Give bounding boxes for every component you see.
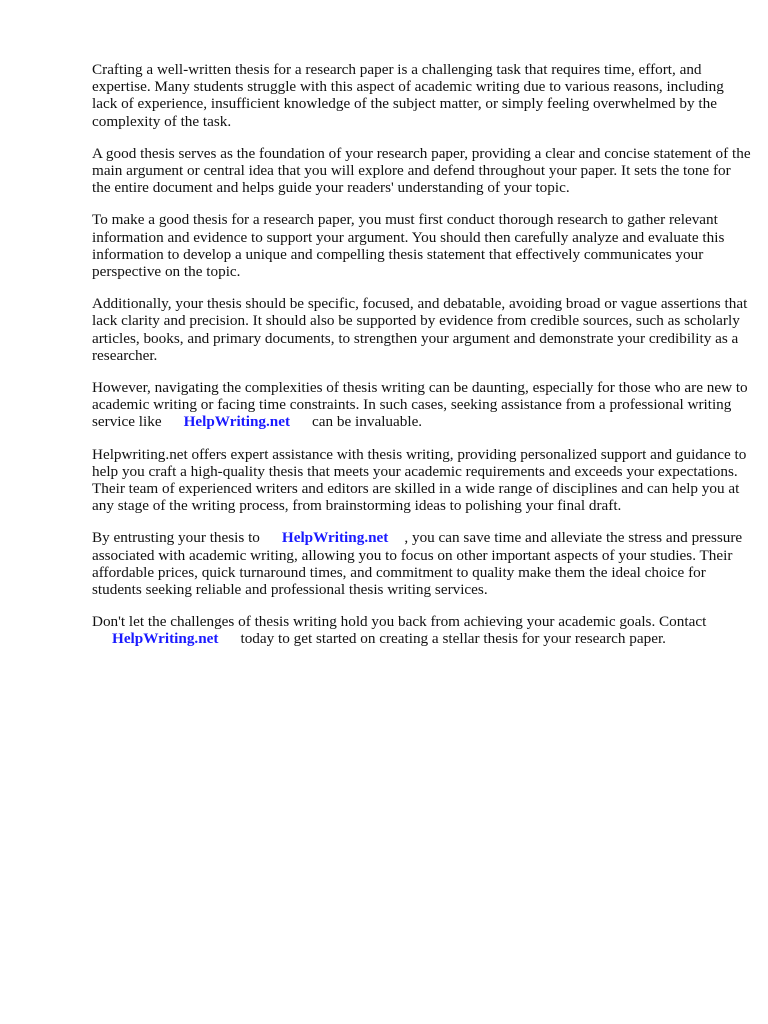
paragraph-contact-tail: today to get started on creating a stellar thesis for your research paper.	[240, 630, 666, 648]
helpwriting-link[interactable]: HelpWriting.net	[281, 529, 389, 547]
helpwriting-link[interactable]: HelpWriting.net	[112, 630, 219, 648]
paragraph-helpwriting-offers: Helpwriting.net offers expert assistance with thesis writing, providing personalized support and guidance to help you craft a high-quality thesis that meets your academic requirements and exceeds your expectations. Their team of experienced writers and editors are skilled in a wide range of disciplines and can help you at any stage of the writing process, from brainstorming ideas to polishing your final draft.	[92, 445, 747, 515]
paragraph-entrusting-tail: , you can save time and alleviate the stress and pressure associated with academic writing, allowing you to focus on other important aspects of your studies. Their affordable prices, quick turnaround times, and commitment to quality make them the ideal choice for students seeking reliable and professional thesis writing services.	[92, 529, 743, 599]
paragraph-good-thesis: A good thesis serves as the foundation of your research paper, providing a clear and concise statement of the main argument or central idea that you will explore and defend throughout your paper. It sets the tone for the entire document and helps guide your readers' understanding of your topic.	[92, 144, 751, 197]
paragraph-specific: Additionally, your thesis should be specific, focused, and debatable, avoiding broad or vague assertions that lack clarity and precision. It should also be supported by evidence from credible sources, such as scholarly articles, books, and primary documents, to strengthen your argument and demonstrate your credibility as a researcher.	[92, 295, 748, 364]
paragraph-contact	[92, 613, 752, 647]
paragraph-make-thesis: To make a good thesis for a research paper, you must first conduct thorough research to gather relevant information and evidence to support your argument. You should then carefully analyze and evaluate this information to develop a unique and compelling thesis statement that effectively communicates your perspective on the topic.	[92, 211, 725, 281]
paragraph-navigating-tail: can be invaluable.	[312, 413, 423, 431]
paragraph-entrusting-text: By entrusting your thesis to	[92, 529, 260, 547]
paragraph-navigating	[92, 379, 752, 431]
paragraph-navigating-text: However, navigating the complexities of thesis writing can be daunting, especially for those who are new to academic writing or facing time constraints. In such cases, seeking assistance from a professional writing service like	[92, 379, 748, 431]
paragraph-entrusting	[92, 529, 752, 598]
paragraph-intro: Crafting a well-written thesis for a research paper is a challenging task that requires time, effort, and expertise. Many students struggle with this aspect of academic writing due to various reasons, including lack of experience, insufficient knowledge of the subject matter, or simply feeling overwhelmed by the complexity of the task.	[92, 61, 724, 130]
document-page	[92, 61, 752, 663]
paragraph-contact-text: Don't let the challenges of thesis writing hold you back from achieving your academic goals. Contact	[92, 613, 707, 631]
helpwriting-link[interactable]: HelpWriting.net	[183, 413, 291, 431]
